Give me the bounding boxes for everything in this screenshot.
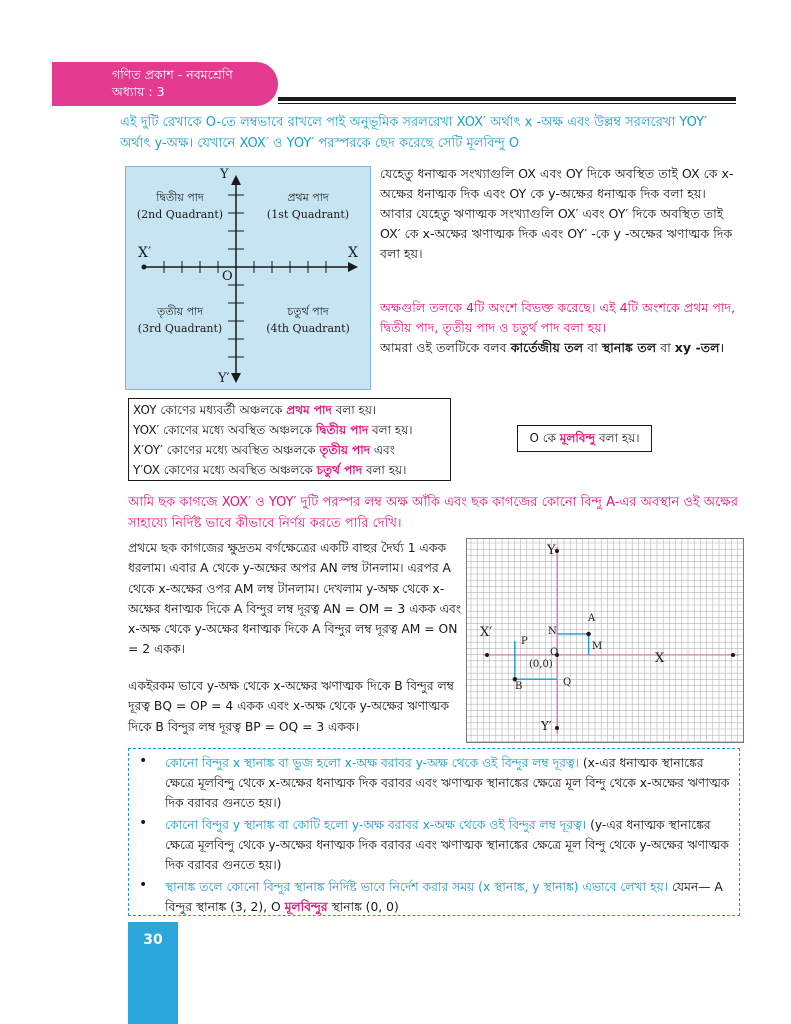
intro-text: এই দুটি রেখাকে O-তে লম্বভাবে রাখলে পাই অনুভূমিক সরলরেখা XOX′ অর্থাৎ x -অক্ষ এবং উল্লম্ব সরলরেখা YOY′ অর্থাৎ y-অক্ষ। যেখানে XOX′ ও YOY′ পরস্পরকে ছেদ করেছে সেটি মূলবিন্দু O bbox=[120, 115, 707, 151]
quadrant-y-label: Y bbox=[220, 167, 229, 182]
graph-paper-heading: আমি ছক কাগজে XOX′ ও YOY′ দুটি পরস্পর লম্ব অক্ষ আঁকি এবং ছক কাগজের কোনো বিন্দু A-এর অবস্থান ওই অক্ষের সাহায্যে নির্দিষ্ট ভাবে কীভাবে নির্ণয় করতে পারি দেখি। bbox=[128, 495, 738, 531]
point-x bbox=[731, 653, 735, 657]
book-title: গণিত প্রকাশ - নবমশ্রেণি bbox=[112, 67, 233, 82]
chapter-number: অধ্যায় : 3 bbox=[112, 84, 165, 99]
definition-third: X′OY′ কোণের মধ্যে অবস্থিত অঞ্চলকে তৃতীয় পাদ এবং bbox=[133, 443, 395, 457]
point-x-prime bbox=[485, 653, 489, 657]
graph-n-label: N bbox=[548, 626, 557, 637]
graph-y-prime-label: Y′ bbox=[541, 719, 552, 733]
definition-fourth: Y′OX কোণের মধ্যে অবস্থিত অঞ্চলকে চতুর্থ পাদ বলা হয়। bbox=[133, 463, 407, 477]
axes-sign-paragraph: যেহেতু ধনাত্মক সংখ্যাগুলি OX এবং OY দিকে অবস্থিত তাই OX কে x-অক্ষের ধনাত্মক দিক এবং OY কে y-অক্ষের ধনাত্মক দিক বলা হয়। আবার যেহেতু ঋণাত্মক সংখ্যাগুলি OX′ এবং OY′ দিকে অবস্থিত তাই OX′ কে x-অক্ষের ঋণাত্মক দিক এবং OY′ -কে y -অক্ষের ঋণাত্মক দিক বলা হয়। bbox=[380, 166, 734, 261]
graph-m-label: M bbox=[592, 641, 603, 652]
origin-definition-box: O কে মূলবিন্দু বলা হয়। bbox=[517, 425, 652, 452]
graph-paper-svg bbox=[467, 539, 743, 742]
quadrant-y-prime-label: Y′ bbox=[218, 371, 230, 386]
cartesian-plane-paragraph: অক্ষগুলি তলকে 4টি অংশে বিভক্ত করেছে। এই 4টি অংশকে প্রথম পাদ, দ্বিতীয় পাদ, তৃতীয় পাদ ও চতুর্থ পাদ বলা হয়। আমরা ওই তলটিকে বলব কার্তেজীয় তল বা স্থানাঙ্ক তল বা xy -তল। bbox=[380, 300, 736, 355]
definition-second: YOX′ কোণের মধ্যে অবস্থিত অঞ্চলকে দ্বিতীয় পাদ বলা হয়। bbox=[133, 423, 413, 437]
point-a-explanation: প্রথমে ছক কাগজের ক্ষুদ্রতম বর্গক্ষেত্রের একটি বাহুর দৈর্ঘ্য 1 একক ধরলাম। এবার A থেকে y-অক্ষের অপর AN লম্ব টানলাম। এরপর A থেকে x-অক্ষের ওপর AM লম্ব টানলাম। দেখলাম y-অক্ষ থেকে x-অক্ষের ধনাত্মক দিকে A বিন্দুর লম্ব দূরত্ব AN = OM = 3 একক এবং x-অক্ষ থেকে y-অক্ষের ধনাত্মক দিকে A বিন্দুর লম্ব দূরত্ব AM = ON = 2 একক। bbox=[128, 541, 462, 657]
point-b-explanation: একইরকম ভাবে y-অক্ষ থেকে x-অক্ষের ঋণাত্মক দিকে B বিন্দুর লম্ব দূরত্ব BQ = OP = 4 একক এবং x-অক্ষ থেকে y-অক্ষের ঋণাত্মক দিকে B বিন্দুর লম্ব দূরত্ব BP = OQ = 3 একক। bbox=[128, 679, 454, 734]
note-bullet: • bbox=[139, 815, 148, 831]
graph-p-label: P bbox=[521, 636, 528, 647]
graph-b-label: B bbox=[515, 681, 523, 692]
note-bullet: • bbox=[139, 877, 148, 893]
note-bullet: • bbox=[139, 753, 148, 769]
graph-q-label: Q bbox=[563, 677, 572, 688]
quadrant-x-label: X bbox=[348, 245, 358, 261]
graph-origin-coordinates: (0,0) bbox=[529, 659, 553, 670]
header-rule-thin bbox=[278, 103, 736, 104]
graph-y-label: Y bbox=[547, 543, 556, 558]
coordinate-notes-box bbox=[128, 748, 740, 916]
quadrant-definitions-box bbox=[128, 398, 451, 481]
chapter-header bbox=[52, 62, 278, 106]
note-abscissa: কোনো বিন্দুর x স্থানাঙ্ক বা ভুজ হলো x-অক্ষ বরাবর y-অক্ষ থেকে ওই বিন্দুর লম্ব দূরত্ব। (x-এর ধনাত্মক স্থানাঙ্কের ক্ষেত্রে মূলবিন্দু থেকে x-অক্ষের ধনাত্মক দিক বরাবর এবং ঋণাত্মক স্থানাঙ্কের ক্ষেত্রে মূল বিন্দু থেকে x-অক্ষের ঋণাত্মক দিক বরাবর গুনতে হয়।) bbox=[165, 756, 730, 810]
page-number: 30 bbox=[143, 932, 163, 948]
graph-x-prime-label: X′ bbox=[480, 625, 493, 640]
graph-paper bbox=[466, 538, 744, 743]
note-notation: স্থানাঙ্ক তলে কোনো বিন্দুর স্থানাঙ্ক নির্দিষ্ট ভাবে নির্দেশ করার সময় (x স্থানাঙ্ক, y স্থানাঙ্ক) এভাবে লেখা হয়। যেমন— A বিন্দুর স্থানাঙ্ক (3, 2), O মূলবিন্দুর স্থানাঙ্ক (0, 0) bbox=[165, 880, 723, 914]
third-quadrant-label: তৃতীয় পাদ (3rd Quadrant) bbox=[137, 305, 223, 335]
header-rule bbox=[278, 97, 736, 101]
quadrant-x-prime-label: X′ bbox=[138, 245, 152, 261]
point-y-prime bbox=[555, 726, 559, 730]
definition-first: XOY কোণের মধ্যবর্তী অঞ্চলকে প্রথম পাদ বলা হয়। bbox=[133, 403, 377, 417]
first-quadrant-label: প্রথম পাদ (1st Quadrant) bbox=[266, 191, 350, 221]
quadrant-origin-label: O bbox=[222, 269, 233, 284]
point-a bbox=[586, 632, 590, 636]
fourth-quadrant-label: চতুর্থ পাদ (4th Quadrant) bbox=[266, 305, 350, 335]
graph-a-label: A bbox=[588, 613, 596, 624]
graph-o-label: O bbox=[550, 647, 559, 658]
graph-x-label: X bbox=[655, 651, 665, 666]
quadrant-diagram bbox=[125, 166, 371, 390]
note-ordinate: কোনো বিন্দুর y স্থানাঙ্ক বা কোটি হলো y-অক্ষ বরাবর x-অক্ষ থেকে ওই বিন্দুর লম্ব দূরত্ব। (y-এর ধনাত্মক স্থানাঙ্কের ক্ষেত্রে মূলবিন্দু থেকে y-অক্ষের ধনাত্মক দিক বরাবর এবং ঋণাত্মক স্থানাঙ্কের ক্ষেত্রে মূল বিন্দু থেকে y-অক্ষের ঋণাত্মক দিক বরাবর গুনতে হয়।) bbox=[165, 818, 729, 872]
second-quadrant-label: দ্বিতীয় পাদ (2nd Quadrant) bbox=[136, 191, 224, 221]
